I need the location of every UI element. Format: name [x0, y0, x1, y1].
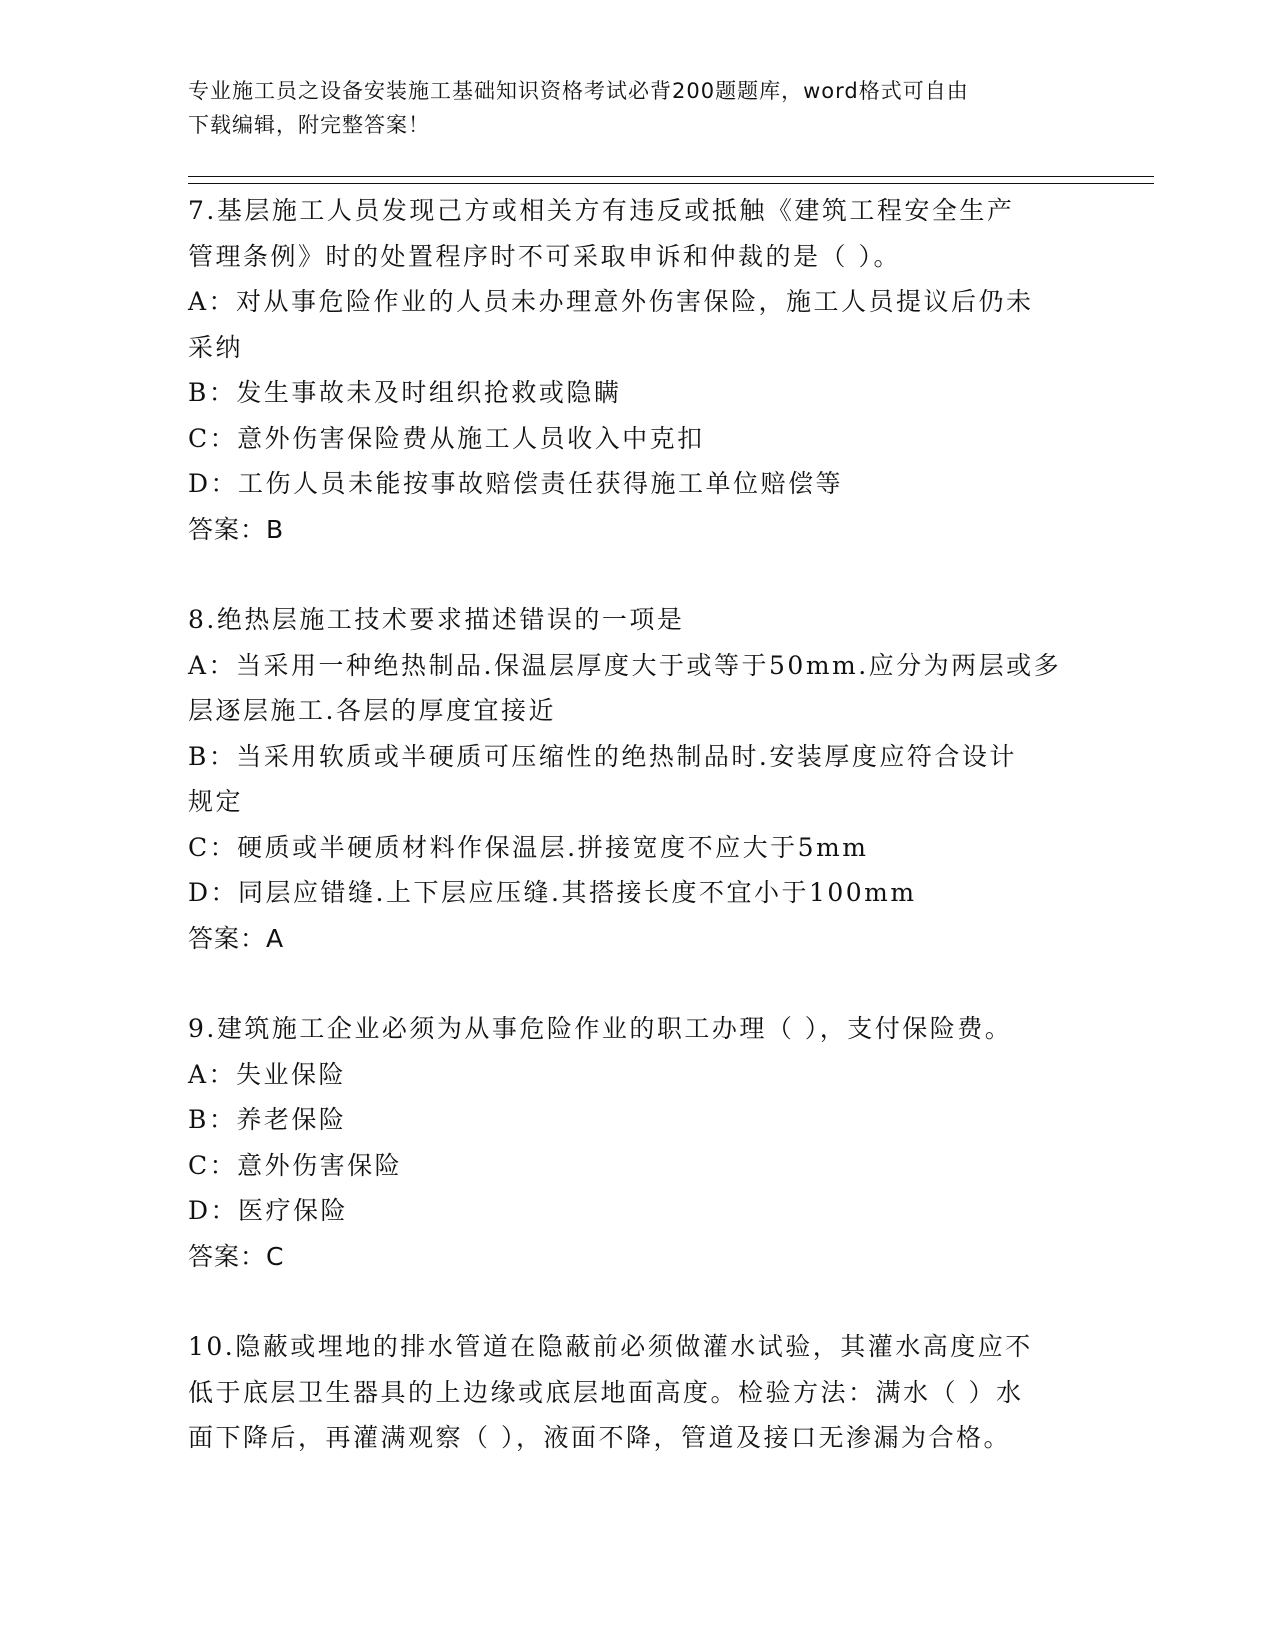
header-line-2: 下载编辑，附完整答案！ [188, 113, 430, 137]
option-a-continued: 层逐层施工.各层的厚度宜接近 [188, 696, 556, 725]
question-9 [188, 1006, 1088, 1279]
page-header [188, 74, 1088, 142]
option-b: B：当采用软质或半硬质可压缩性的绝热制品时.安装厚度应符合设计 [188, 741, 1017, 771]
question-7 [188, 188, 1088, 552]
option-b-continued: 规定 [188, 787, 244, 816]
option-c: C：意外伤害保险费从施工人员收入中克扣 [188, 423, 705, 453]
option-b: B：养老保险 [188, 1105, 347, 1134]
question-stem: 9.建筑施工企业必须为从事危险作业的职工办理（ ），支付保险费。 [188, 1014, 1013, 1043]
option-a-continued: 采纳 [188, 332, 244, 362]
answer-line: 答案：C [188, 1241, 285, 1271]
question-stem: 面下降后，再灌满观察（ ），液面不降，管道及接口无渗漏为合格。 [188, 1423, 1011, 1452]
option-a: A：对从事危险作业的人员未办理意外伤害保险，施工人员提议后仍未 [188, 287, 1034, 316]
question-stem: 管理条例》时的处置程序时不可采取申诉和仲裁的是（ ）。 [188, 241, 901, 271]
header-double-rule [188, 176, 1154, 184]
question-stem: 10.隐蔽或埋地的排水管道在隐蔽前必须做灌水试验，其灌水高度应不 [188, 1332, 1033, 1361]
option-d: D：医疗保险 [188, 1196, 349, 1225]
option-c: C：硬质或半硬质材料作保温层.拼接宽度不应大于5mm [188, 832, 869, 862]
answer-line: 答案：A [188, 923, 285, 953]
option-a: A：当采用一种绝热制品.保温层厚度大于或等于50mm.应分为两层或多 [188, 650, 1062, 680]
answer-line: 答案：B [188, 514, 285, 544]
option-b: B：发生事故未及时组织抢救或隐瞒 [188, 378, 622, 407]
option-d: D：同层应错缝.上下层应压缝.其搭接长度不宜小于100mm [188, 878, 917, 907]
question-10 [188, 1324, 1088, 1461]
header-line-1: 专业施工员之设备安装施工基础知识资格考试必背200题题库，word格式可自由 [188, 79, 969, 103]
question-stem: 8.绝热层施工技术要求描述错误的一项是 [188, 605, 685, 634]
question-stem: 7.基层施工人员发现己方或相关方有违反或抵触《建筑工程安全生产 [188, 196, 1015, 225]
question-8 [188, 597, 1088, 961]
option-c: C：意外伤害保险 [188, 1150, 403, 1180]
option-d: D：工伤人员未能按事故赔偿责任获得施工单位赔偿等 [188, 469, 844, 498]
option-a: A：失业保险 [188, 1059, 347, 1089]
question-list [188, 188, 1088, 1506]
question-stem: 低于底层卫生器具的上边缘或底层地面高度。检验方法：满水（ ）水 [188, 1377, 1024, 1407]
